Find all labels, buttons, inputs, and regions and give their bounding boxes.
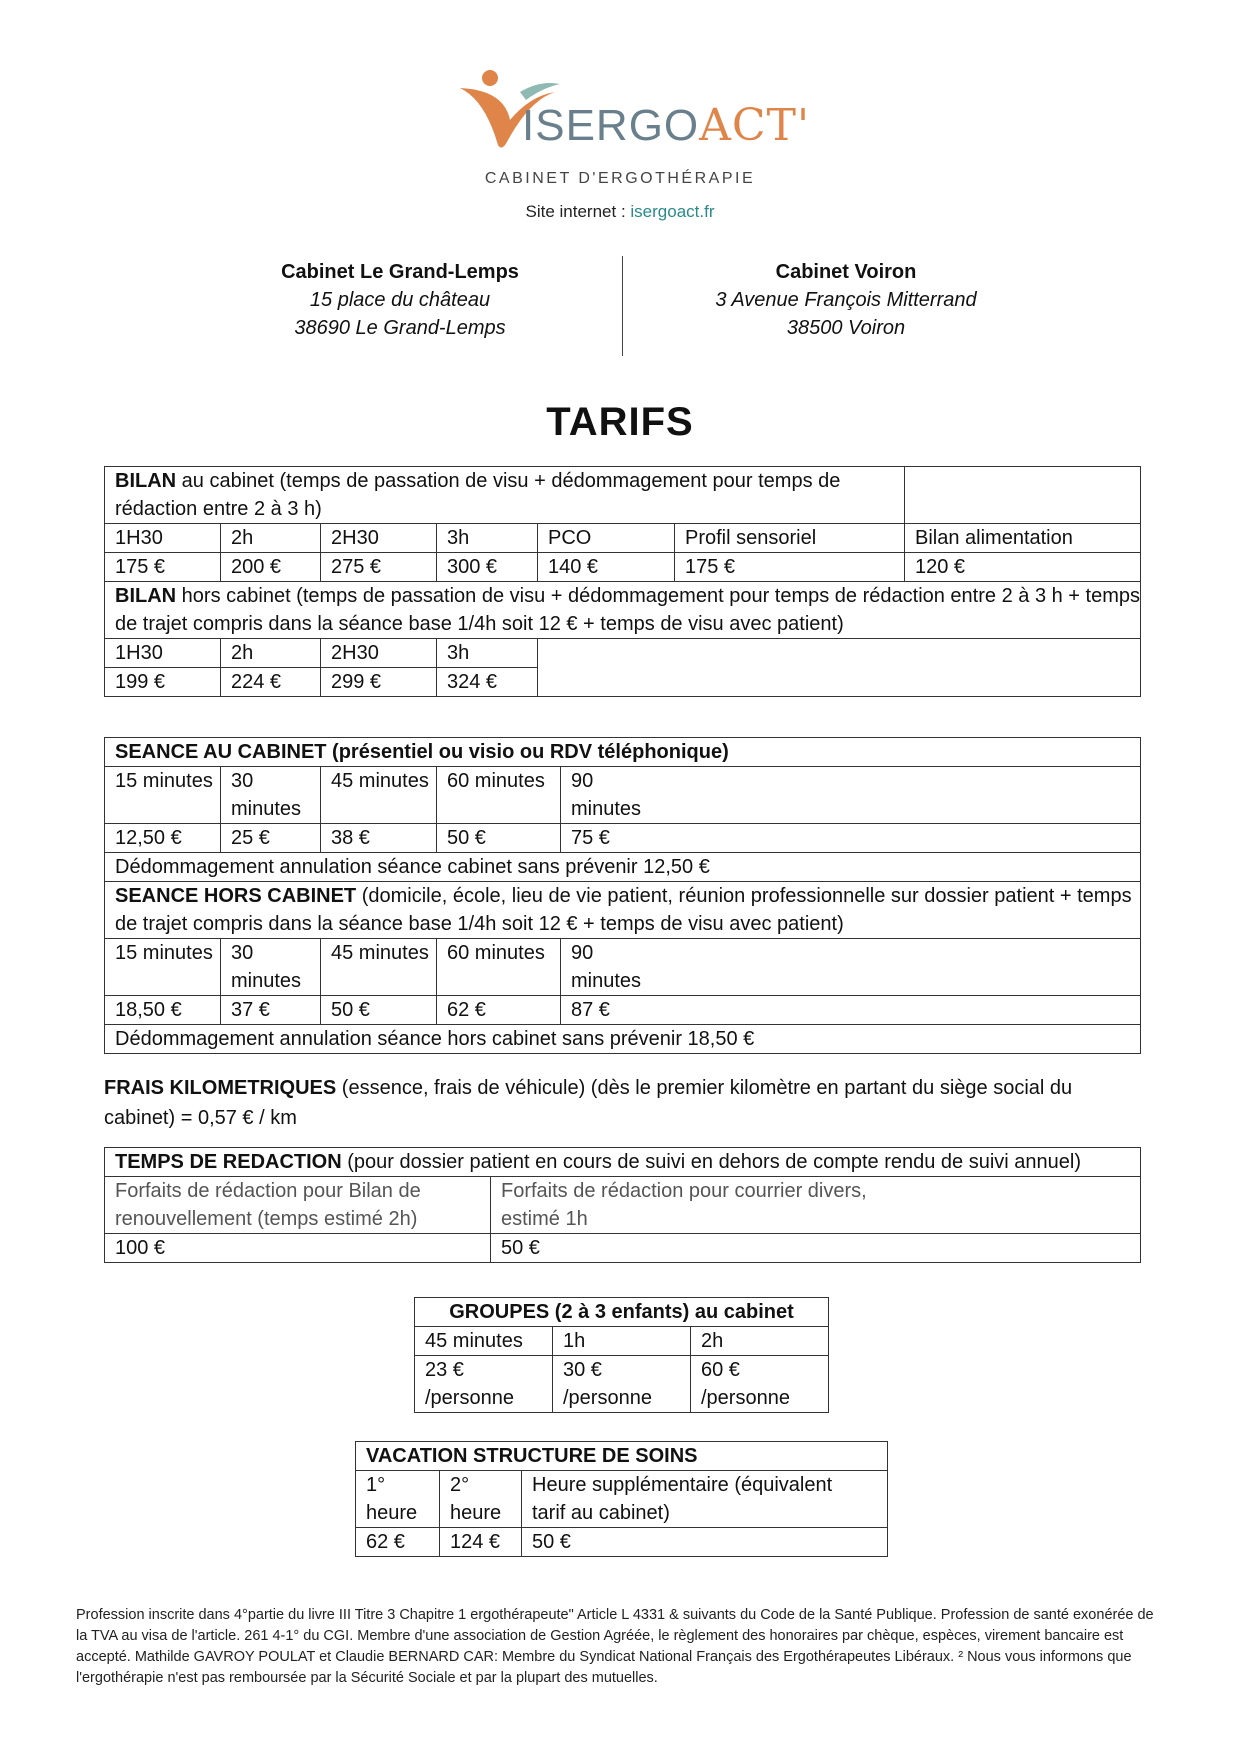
price-cell: 62 €	[437, 996, 561, 1025]
table-cell: 2h	[221, 639, 321, 668]
price-cell: 200 €	[221, 553, 321, 582]
seance-hors-desc: (domicile, école, lieu de vie patient, réunion professionnelle sur dossier patient + temps de trajet compris dans la séance base 1/4h soit 12 € + temps de visu avec patient)	[115, 885, 1132, 935]
price-cell: 37 €	[221, 996, 321, 1025]
duration-cell: 60 minutes	[437, 767, 561, 824]
duration-cell: 15 minutes	[105, 767, 221, 824]
groupes-header: GROUPES (2 à 3 enfants) au cabinet	[415, 1298, 829, 1327]
address-name: Cabinet Le Grand-Lemps	[281, 261, 519, 283]
bilan-hors-header	[105, 582, 1141, 639]
price-cell: 60 € /personne	[691, 1356, 829, 1413]
price-cell: 120 €	[905, 553, 1141, 582]
table-cell: 3h	[437, 524, 538, 553]
table-cell: 3h	[437, 639, 538, 668]
address-grand-lemps	[180, 258, 620, 342]
table-cell: PCO	[538, 524, 675, 553]
address-voiron	[626, 258, 1066, 342]
price-cell: 50 €	[522, 1528, 888, 1557]
frais-keyword: FRAIS KILOMETRIQUES	[104, 1077, 337, 1099]
redaction-table	[104, 1147, 1141, 1263]
duration-cell: 45 minutes	[321, 939, 437, 996]
table-cell: 2h	[221, 524, 321, 553]
seance-hors-header	[105, 882, 1141, 939]
address-line: 15 place du château	[309, 289, 491, 311]
seance-hors-keyword: SEANCE HORS CABINET	[115, 885, 357, 907]
price-cell: 50 €	[437, 824, 561, 853]
price-cell: 75 €	[561, 824, 1141, 853]
price-cell: 275 €	[321, 553, 437, 582]
price-cell: 324 €	[437, 668, 538, 697]
vacation-table	[355, 1441, 888, 1557]
frais-desc: (essence, frais de véhicule) (dès le premier kilomètre en partant du siège social du cabinet) = 0,57 € / km	[104, 1077, 1073, 1129]
price-cell: 50 €	[321, 996, 437, 1025]
frais-kilometriques	[104, 1073, 1144, 1133]
price-cell: 124 €	[440, 1528, 522, 1557]
empty-cell	[905, 467, 1141, 524]
address-line: 3 Avenue François Mitterrand	[715, 289, 977, 311]
price-cell: 140 €	[538, 553, 675, 582]
price-cell: 50 €	[491, 1234, 1141, 1263]
redaction-keyword: TEMPS DE REDACTION	[115, 1151, 342, 1173]
duration-cell: 30 minutes	[221, 767, 321, 824]
table-cell: 2° heure	[440, 1471, 522, 1528]
redaction-header	[105, 1148, 1141, 1177]
vacation-header: VACATION STRUCTURE DE SOINS	[356, 1442, 888, 1471]
bilan-keyword: BILAN	[115, 585, 177, 607]
price-cell: 224 €	[221, 668, 321, 697]
price-cell: 300 €	[437, 553, 538, 582]
website-label: Site internet :	[525, 202, 631, 221]
price-cell: 199 €	[105, 668, 221, 697]
table-cell: 1° heure	[356, 1471, 440, 1528]
price-cell: 25 €	[221, 824, 321, 853]
price-cell: 87 €	[561, 996, 1141, 1025]
address-line: 38500 Voiron	[786, 317, 906, 339]
seance-cabinet-header: SEANCE AU CABINET (présentiel ou visio ou RDV téléphonique)	[105, 738, 1141, 767]
table-cell: 1H30	[105, 639, 221, 668]
table-cell: 1H30	[105, 524, 221, 553]
seance-hors-cancel: Dédommagement annulation séance hors cabinet sans prévenir 18,50 €	[105, 1025, 1141, 1054]
bilan-cabinet-desc: au cabinet (temps de passation de visu + dédommagement pour temps de rédaction entre 2 à 3 h)	[115, 470, 841, 520]
price-cell: 38 €	[321, 824, 437, 853]
table-cell: Profil sensoriel	[675, 524, 905, 553]
redaction-desc: (pour dossier patient en cours de suivi en dehors de compte rendu de suivi annuel)	[341, 1151, 1082, 1173]
duration-cell: 15 minutes	[105, 939, 221, 996]
table-cell: 45 minutes	[415, 1327, 553, 1356]
duration-cell: 45 minutes	[321, 767, 437, 824]
logo-word-act: ACT'	[699, 100, 811, 151]
price-cell: 18,50 €	[105, 996, 221, 1025]
address-divider	[622, 256, 623, 356]
address-name: Cabinet Voiron	[775, 261, 917, 283]
table-cell: 2h	[691, 1327, 829, 1356]
website-link[interactable]: isergoact.fr	[630, 202, 715, 221]
redaction-courrier-label: Forfaits de rédaction pour courrier divers, estimé 1h	[491, 1177, 1141, 1234]
website-line	[0, 202, 1240, 222]
price-cell: 23 € /personne	[415, 1356, 553, 1413]
logo-word-isergo: ISERGO	[522, 101, 700, 150]
bilan-hors-desc: hors cabinet (temps de passation de visu + dédommagement pour temps de rédaction entre 2 à 3 h + temps de trajet compris dans la séance base 1/4h soit 12 € + temps de visu avec patient)	[115, 585, 1140, 635]
seance-table	[104, 737, 1141, 1054]
legal-footer: Profession inscrite dans 4°partie du livre III Titre 3 Chapitre 1 ergothérapeute" Article L 4331 & suivants du Code de la Santé Publique. Profession de santé exonérée de la TVA au visa de l'article. 261 4-1° du CGI. Membre d'une association de Gestion Agréée, le règlement des honoraires par chèque, espèces, virement bancaire est accepté. Mathilde GAVROY POULAT et Claudie BERNARD CAR: Membre du Syndicat National Français des Ergothérapeutes Libéraux. ² Nous vous informons que l'ergothérapie n'est pas remboursée par la Sécurité Sociale et par la plupart des mutuelles.	[76, 1607, 1154, 1686]
address-line: 38690 Le Grand-Lemps	[294, 317, 506, 339]
table-cell: 1h	[553, 1327, 691, 1356]
duration-cell: 60 minutes	[437, 939, 561, 996]
bilan-table	[104, 466, 1141, 697]
price-cell: 299 €	[321, 668, 437, 697]
price-cell: 62 €	[356, 1528, 440, 1557]
table-cell: 2H30	[321, 639, 437, 668]
price-cell: 175 €	[105, 553, 221, 582]
price-cell: 100 €	[105, 1234, 491, 1263]
logo-subtitle: CABINET D'ERGOTHÉRAPIE	[484, 170, 756, 187]
duration-cell: 30 minutes	[221, 939, 321, 996]
table-cell: Heure supplémentaire (équivalent tarif au cabinet)	[522, 1471, 888, 1528]
logo-wordmark	[522, 100, 810, 151]
bilan-cabinet-header	[105, 467, 905, 524]
price-cell: 30 € /personne	[553, 1356, 691, 1413]
groupes-table	[414, 1297, 829, 1413]
bilan-keyword: BILAN	[115, 470, 177, 492]
seance-cabinet-cancel: Dédommagement annulation séance cabinet sans prévenir 12,50 €	[105, 853, 1141, 882]
page-title: TARIFS	[546, 400, 694, 444]
empty-cell	[538, 639, 1141, 697]
duration-cell: 90 minutes	[561, 939, 1141, 996]
price-cell: 175 €	[675, 553, 905, 582]
price-cell: 12,50 €	[105, 824, 221, 853]
table-cell: 2H30	[321, 524, 437, 553]
table-cell: Bilan alimentation	[905, 524, 1141, 553]
duration-cell: 90 minutes	[561, 767, 1141, 824]
redaction-bilan-label: Forfaits de rédaction pour Bilan de renouvellement (temps estimé 2h)	[105, 1177, 491, 1234]
